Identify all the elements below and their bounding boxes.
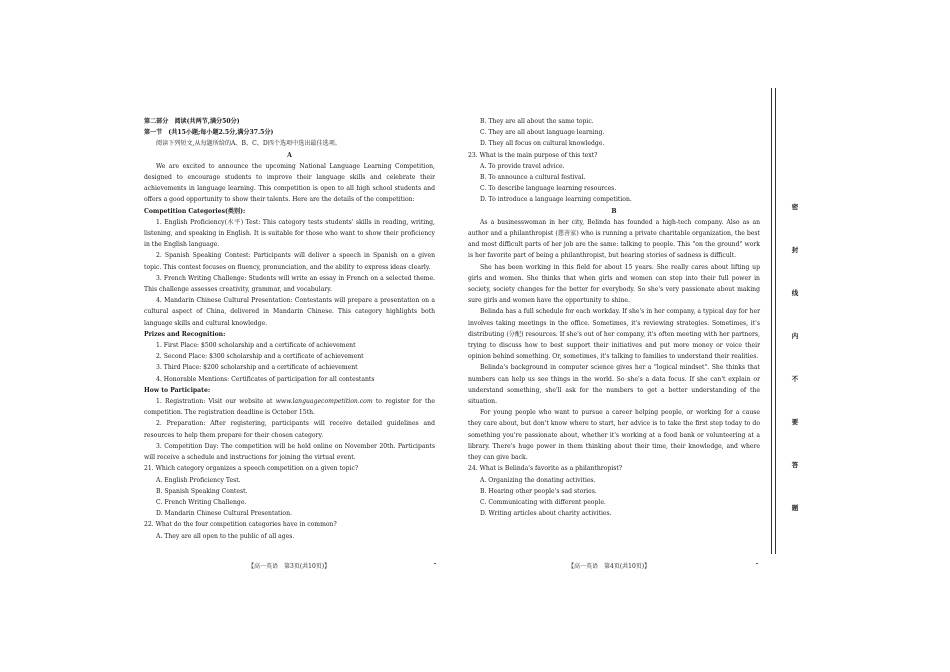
competition-url: www.languagecompetition.com [275,398,373,406]
prize-item: 4. Honorable Mentions: Certificates of participation for all contestants [156,375,375,383]
passage-b-label: B [611,207,617,215]
prize-item: 2. Second Place: $300 scholarship and a certificate of achievement [156,353,364,361]
question-22: 22. What do the four competition categories have in common? [144,521,337,529]
passage-b-paragraph: For young people who want to pursue a career helping people, or working for a cause they care about, but don't know where to start, her advice is to take the first step today to do something you're passionate about, whether it's working at a food bank or volunteering at a library. There's huge power in them thinking about their time, their knowledge, and where they can give back. [468,409,760,462]
participate-heading: How to Participate: [144,386,211,394]
question-option: C. Communicating with different people. [480,498,606,506]
binding-char: 题 [791,504,799,512]
question-option: B. Hearing other people's sad stories. [480,487,597,495]
binding-line [771,88,772,554]
participate-step-preparation: 2. Preparation: After registering, participants will receive detailed guidelines and resources to help them prepare for their chosen category. [144,420,435,439]
question-option: B. To announce a cultural festival. [480,174,586,182]
prize-item: 1. First Place: $500 scholarship and a certificate of achievement [156,342,356,350]
passage-b-paragraph: Belinda's background in computer science gives her a "logical mindset". She thinks that numbers can help us see things in the world. So she's a data focus. If she can't explain or understand something, she'll ask for the numbers to get a better understanding of the situation. [468,364,760,406]
question-option: D. To introduce a language learning competition. [480,196,632,204]
question-option: C. They are all about language learning. [480,129,605,137]
category-item: 4. Mandarin Chinese Cultural Presentation: Contestants will prepare a presentation on a cultural aspect of China, delivered in Mandarin Chinese. This category highlights both language skills and cultural knowledge. [144,297,435,327]
binding-char: 内 [791,332,799,340]
question-option: D. Mandarin Chinese Cultural Presentation. [156,510,292,518]
question-24: 24. What is Belinda's favorite as a philanthropist? [468,465,623,473]
passage-a-label: A [287,151,292,159]
binding-char: 封 [791,246,799,254]
question-option: D. They all focus on cultural knowledge. [480,140,605,148]
question-option: A. English Proficiency Test. [156,476,241,484]
instruction: 阅读下列短文,从每题所给的A、B、C、D四个选项中选出最佳选项。 [156,140,341,148]
prize-item: 3. Third Place: $200 scholarship and a certificate of achievement [156,364,358,372]
binding-char: 不 [791,375,799,383]
passage-b-paragraph: She has been working in this field for about 15 years. She really cares about lifting up girls and women. She thinks that when girls and women can step into their full power in society, society changes for the better for everybody. So she's very passionate about making sure girls and women have the opportunity to shine. [468,263,760,305]
passage-b-paragraph: As a businesswoman in her city, Belinda has founded a high-tech company. Also as an author and a philanthropist (慈善家) who is running a private charitable organization, the best and most difficult parts of her job are the same: talking to people. This "on the ground" work is her favorite part of being a philanthropist, but hearing stories of sadness is difficult. [468,218,760,260]
binding-char: 答 [791,461,799,469]
question-option: A. To provide travel advice. [480,162,565,170]
question-option: D. Writing articles about charity activities. [480,510,612,518]
prizes-heading: Prizes and Recognition: [144,330,226,338]
footer-mark [434,563,436,564]
question-option: C. French Writing Challenge. [156,498,247,506]
binding-margin-warning [789,186,801,530]
passage-b-paragraph: Belinda has a full schedule for each workday. If she's in her company, a typical day for her involves taking meetings in the office. Sometimes, it's reviewing strategies. Sometimes, it's distributing (分配) resources. If she's out of her company, it's often meeting with her partners, trying to discuss how to best support their initiatives and put more money or voice their opinion behind something. Or, sometimes, it's talking to families to understand their realities. [468,308,760,361]
left-page-column [144,116,435,542]
right-page-column [468,116,760,519]
participate-step-competition-day: 3. Competition Day: The competition will be held online on November 20th. Participants will receive a schedule and instructions for joining the virtual event. [144,442,435,462]
binding-char: 要 [791,418,799,426]
page-footer-right: 【高一英语 第4页(共10页)】 [568,563,651,570]
question-23: 23. What is the main purpose of this text? [468,151,598,159]
question-option: C. To describe language learning resources. [480,185,617,193]
question-option: A. Organizing the donating activities. [480,476,596,484]
question-21: 21. Which category organizes a speech competition on a given topic? [144,465,359,473]
binding-char: 线 [791,289,799,297]
binding-char: 密 [791,203,799,211]
part-heading: 第二部分 阅读(共两节,满分50分) [144,118,240,125]
participate-step-registration: 1. Registration: Visit our website at www.languagecompetition.com to register for the competition. The registration deadline is October 15th. [144,398,435,417]
section-heading: 第一节 (共15小题;每小题2.5分,满分37.5分) [144,129,274,137]
question-option: B. They are all about the same topic. [480,118,594,125]
categories-heading: Competition Categories(类别): [144,207,246,215]
passage-a-intro: We are excited to announce the upcoming National Language Learning Competition, designed to encourage students to improve their language skills and celebrate their achievements in language learning. This competition is open to all high school students and offers a good opportunity to show their talents. Here are the details of the competition: [144,162,435,204]
category-item: 3. French Writing Challenge: Students will write an essay in French on a selected theme. This challenge assesses creativity, grammar, and vocabulary. [144,274,435,294]
category-item: 1. English Proficiency(水平) Test: This category tests students' skills in reading, writing, listening, and speaking in English. It is suitable for those who want to show their proficiency in the English language. [144,218,435,249]
binding-line [775,88,776,554]
footer-mark [756,563,758,564]
page-footer-left: 【高一英语 第3页(共10页)】 [248,563,331,570]
question-option: B. Spanish Speaking Contest. [156,487,248,495]
question-option: A. They are all open to the public of all ages. [156,532,295,540]
category-item: 2. Spanish Speaking Contest: Participants will deliver a speech in Spanish on a given topic. This contest focuses on fluency, pronunciation, and the ability to express ideas clearly. [144,252,435,271]
